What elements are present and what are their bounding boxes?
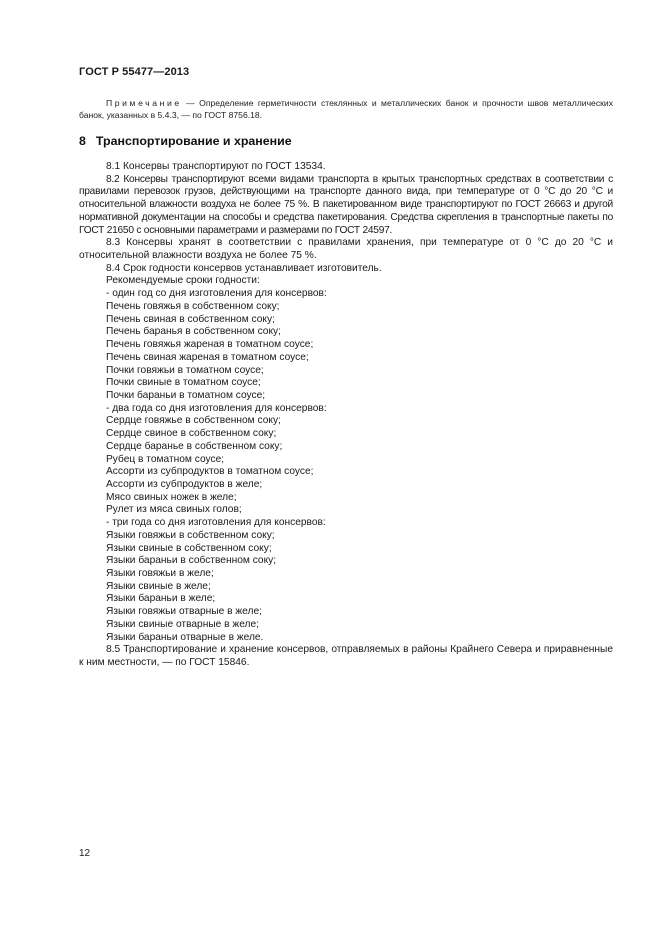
- paragraph-8-1: 8.1 Консервы транспортируют по ГОСТ 13534.: [106, 161, 326, 172]
- paragraph-8-2: 8.2 Консервы транспортируют всеми видами транспорта в крытых транспортных средствах в соответствии с правилами перевозок грузов, действующими на транспорте данного вида, при температуре от 0 °С до 20 °С и относительной влажности воздуха не более 75 %. В пакетированном виде транспортируют по ГОСТ 26663 и другой нормативной документации на способы и средства пакетирования. Средства скрепления в транспортные пакеты по ГОСТ 21650 с основными параметрами и размерами по ГОСТ 24597.: [79, 173, 613, 236]
- shelf-life-group-one-year: [79, 288, 613, 402]
- note-block: [79, 97, 613, 121]
- group-heading: - один год со дня изготовления для консервов:: [106, 288, 327, 300]
- list-item: Мясо свиных ножек в желе;: [106, 491, 237, 503]
- list-item: Ассорти из субпродуктов в желе;: [106, 478, 263, 490]
- note-label: Примечание: [106, 98, 182, 108]
- list-item: Печень говяжья в собственном соку;: [106, 300, 280, 312]
- document-id: ГОСТ Р 55477—2013: [79, 66, 190, 78]
- list-item: Языки бараньи отварные в желе.: [106, 631, 264, 643]
- shelf-life-intro: Рекомендуемые сроки годности:: [106, 275, 260, 287]
- shelf-life-group-three-years: [79, 517, 613, 644]
- list-item: Печень говяжья жареная в томатном соусе;: [106, 339, 314, 351]
- list-item: Языки говяжьи в собственном соку;: [106, 529, 275, 541]
- list-item: Языки говяжьи в желе;: [106, 568, 214, 579]
- list-item: Печень свиная в собственном соку;: [106, 313, 275, 325]
- section-number: 8: [79, 134, 86, 148]
- list-item: Языки бараньи в собственном соку;: [106, 555, 277, 567]
- list-item: Почки бараньи в томатном соусе;: [106, 389, 266, 401]
- section-body: [79, 161, 613, 670]
- paragraph-8-4: 8.4 Срок годности консервов устанавливает изготовитель.: [106, 262, 382, 274]
- list-item: Сердце баранье в собственном соку;: [106, 440, 283, 452]
- page-number: 12: [79, 848, 91, 859]
- list-item: Рубец в томатном соусе;: [106, 453, 225, 465]
- note-text: — Определение герметичности стеклянных и металлических банок и прочности швов металлических банок, указанных в 5.4.3, — по ГОСТ 8756.18.: [79, 98, 613, 120]
- paragraph-8-5: 8.5 Транспортирование и хранение консервов, отправляемых в районы Крайнего Севера и приравненные к ним местности, — по ГОСТ 15846.: [79, 644, 613, 669]
- list-item: Почки говяжьи в томатном соусе;: [106, 364, 264, 376]
- list-item: Рулет из мяса свиных голов;: [106, 504, 242, 516]
- list-item: Языки свиные в желе;: [106, 580, 211, 592]
- paragraph-8-3: 8.3 Консервы хранят в соответствии с правилами хранения, при температуре от 0 °С до 20 °С и относительной влажности воздуха не более 75 %.: [79, 237, 613, 262]
- section-title: Транспортирование и хранение: [95, 134, 292, 148]
- list-item: Печень баранья в собственном соку;: [106, 326, 281, 338]
- note-paragraph: [79, 97, 613, 121]
- list-item: Сердце свиное в собственном соку;: [106, 428, 277, 440]
- list-item: Сердце говяжье в собственном соку;: [106, 415, 281, 427]
- shelf-life-group-two-years: [79, 403, 613, 517]
- list-item: Печень свиная жареная в томатном соусе;: [106, 351, 309, 363]
- list-item: Языки говяжьи отварные в желе;: [106, 606, 262, 618]
- group-heading: - два года со дня изготовления для консервов:: [106, 402, 327, 414]
- section-heading: [79, 134, 292, 148]
- list-item: Языки бараньи в желе;: [106, 593, 216, 605]
- list-item: Языки свиные отварные в желе;: [106, 618, 259, 630]
- list-item: Ассорти из субпродуктов в томатном соусе;: [106, 466, 314, 478]
- list-item: Языки свиные в собственном соку;: [106, 542, 272, 554]
- list-item: Почки свиные в томатном соусе;: [106, 377, 261, 389]
- group-heading: - три года со дня изготовления для консервов:: [106, 517, 326, 529]
